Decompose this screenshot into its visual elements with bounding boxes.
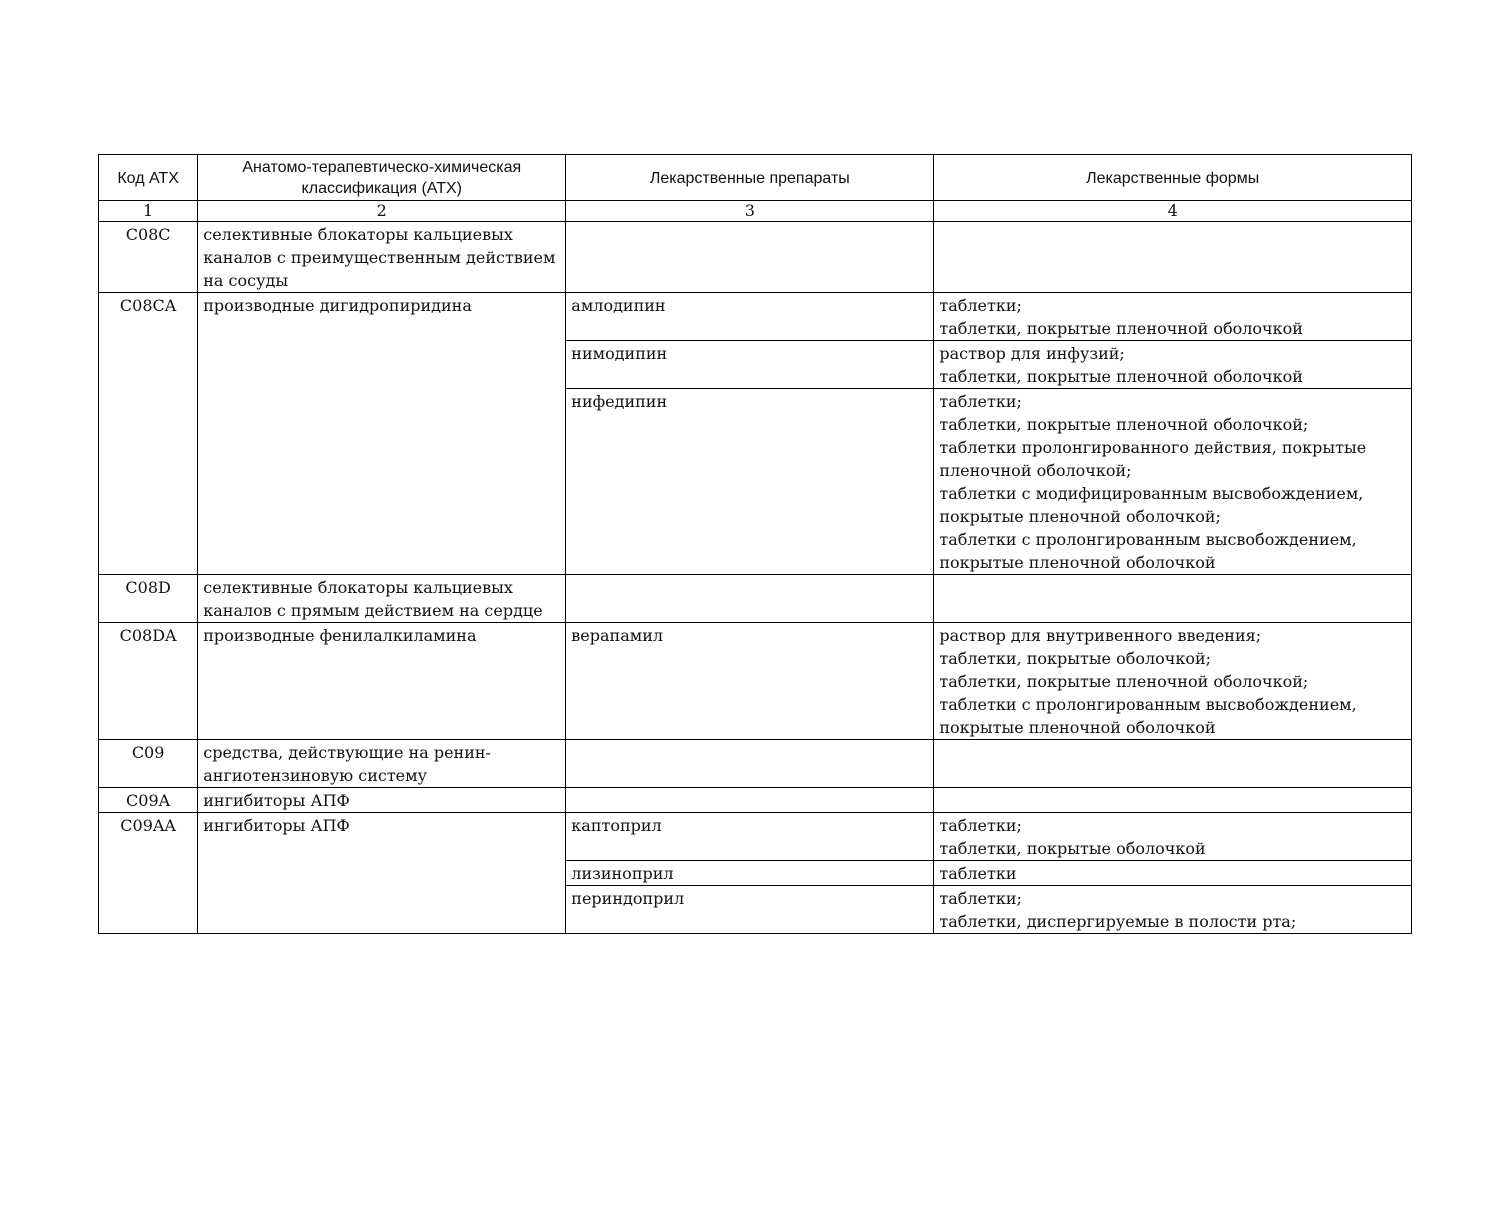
drug-forms xyxy=(934,222,1412,293)
table-row xyxy=(99,788,1412,813)
drug-name: лизиноприл xyxy=(566,861,934,886)
drug-forms xyxy=(934,813,1412,861)
drug-name xyxy=(566,740,934,788)
drug-form: таблетки, покрытые пленочной оболочкой xyxy=(939,319,1303,338)
drug-forms xyxy=(934,341,1412,389)
atc-code: C08DA xyxy=(99,623,198,740)
table-row xyxy=(99,293,1412,341)
atc-class: ингибиторы АПФ xyxy=(198,813,566,934)
column-number: 1 xyxy=(99,201,198,222)
drug-form: таблетки, покрытые пленочной оболочкой; xyxy=(939,415,1309,434)
header-code: Код АТХ xyxy=(99,155,198,201)
drug-form: таблетки, покрытые оболочкой xyxy=(939,839,1206,858)
drug-form: раствор для внутривенного введения; xyxy=(939,626,1262,645)
drug-forms xyxy=(934,575,1412,623)
table-row xyxy=(99,222,1412,293)
header-forms: Лекарственные формы xyxy=(934,155,1412,201)
atc-code: C08D xyxy=(99,575,198,623)
drug-form: таблетки с пролонгированным высвобождением, покрытые пленочной оболочкой xyxy=(939,530,1357,572)
drug-forms xyxy=(934,788,1412,813)
drug-name: каптоприл xyxy=(566,813,934,861)
drug-form: таблетки; xyxy=(939,392,1022,411)
drug-name: нимодипин xyxy=(566,341,934,389)
header-row xyxy=(99,155,1412,201)
drug-form: таблетки с пролонгированным высвобождением, покрытые пленочной оболочкой xyxy=(939,695,1357,737)
atc-class: селективные блокаторы кальциевых каналов с преимущественным действием на сосуды xyxy=(198,222,566,293)
drug-form: таблетки; xyxy=(939,296,1022,315)
drug-forms xyxy=(934,861,1412,886)
column-number-row xyxy=(99,201,1412,222)
drug-name xyxy=(566,575,934,623)
drug-form: раствор для инфузий; xyxy=(939,344,1125,363)
drug-name xyxy=(566,222,934,293)
drug-form: таблетки; xyxy=(939,889,1022,908)
atc-drug-table xyxy=(98,154,1412,934)
table-row xyxy=(99,575,1412,623)
drug-form: таблетки, покрытые пленочной оболочкой; xyxy=(939,672,1309,691)
atc-class: ингибиторы АПФ xyxy=(198,788,566,813)
drug-form: таблетки, покрытые пленочной оболочкой xyxy=(939,367,1303,386)
drug-form: таблетки; xyxy=(939,816,1022,835)
drug-name: амлодипин xyxy=(566,293,934,341)
drug-form: таблетки, покрытые оболочкой; xyxy=(939,649,1212,668)
atc-code: C09A xyxy=(99,788,198,813)
drug-forms xyxy=(934,886,1412,934)
table-row xyxy=(99,813,1412,861)
atc-class: производные дигидропиридина xyxy=(198,293,566,575)
drug-forms xyxy=(934,293,1412,341)
atc-class: средства, действующие на ренин-ангиотензиновую систему xyxy=(198,740,566,788)
drug-forms xyxy=(934,740,1412,788)
drug-name: верапамил xyxy=(566,623,934,740)
drug-name: нифедипин xyxy=(566,389,934,575)
atc-code: C09 xyxy=(99,740,198,788)
column-number: 3 xyxy=(566,201,934,222)
atc-class: селективные блокаторы кальциевых каналов с прямым действием на сердце xyxy=(198,575,566,623)
atc-code: C08C xyxy=(99,222,198,293)
table-row xyxy=(99,740,1412,788)
column-number: 2 xyxy=(198,201,566,222)
drug-forms xyxy=(934,623,1412,740)
drug-name: периндоприл xyxy=(566,886,934,934)
atc-code: C09AA xyxy=(99,813,198,934)
column-number: 4 xyxy=(934,201,1412,222)
atc-class: производные фенилалкиламина xyxy=(198,623,566,740)
drug-form: таблетки, диспергируемые в полости рта; xyxy=(939,912,1297,931)
drug-forms xyxy=(934,389,1412,575)
drug-name xyxy=(566,788,934,813)
drug-form: таблетки xyxy=(939,864,1017,883)
table-row xyxy=(99,623,1412,740)
header-atc: Анатомо-терапевтическо-химическая классификация (АТХ) xyxy=(198,155,566,201)
drug-form: таблетки пролонгированного действия, покрытые пленочной оболочкой; xyxy=(939,438,1367,480)
header-drugs: Лекарственные препараты xyxy=(566,155,934,201)
drug-form: таблетки с модифицированным высвобождением, покрытые пленочной оболочкой; xyxy=(939,484,1364,526)
atc-code: C08CA xyxy=(99,293,198,575)
